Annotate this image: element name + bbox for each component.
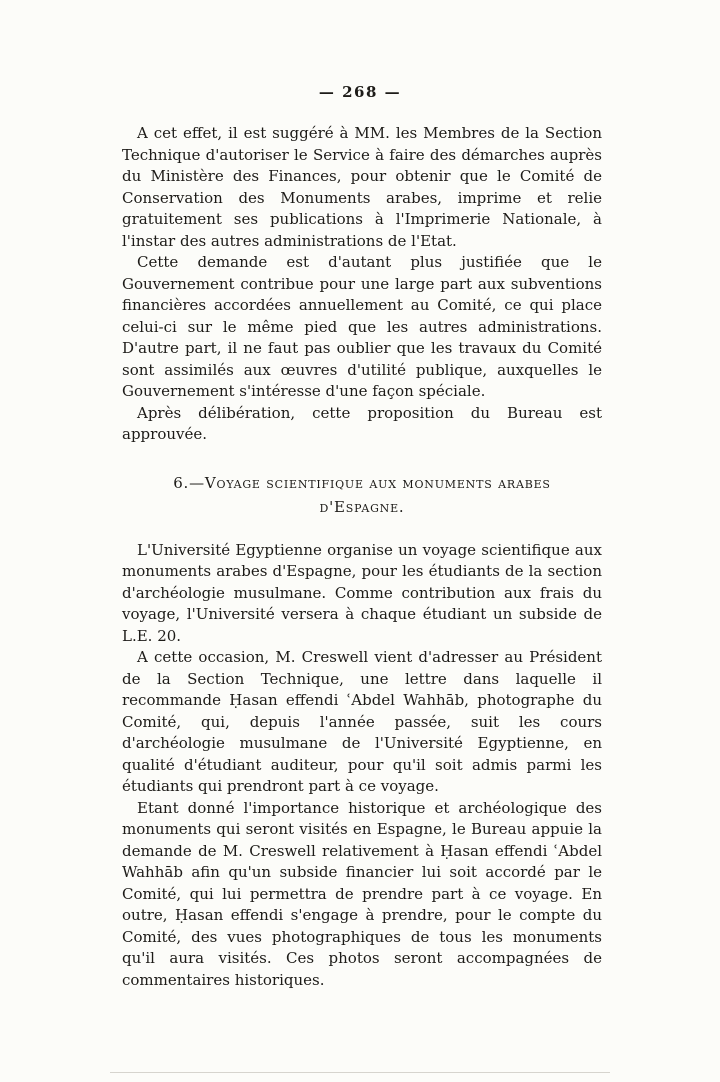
paragraph-3: Après délibération, cette proposition du Bureau est approuvée. xyxy=(122,403,602,443)
paragraph-5: A cette occasion, M. Creswell vient d'adresser au Président de la Section Technique, une lettre dans laquelle il recommande Ḥasan effendi ʿAbdel Wahhāb, photographe du Comité, qui, depuis l'année passée, suit les cours d'archéologie musulmane de l'Université Egyptienne, en qualité d'étudiant auditeur, pour qu'il soit admis parmi les étudiants qui prendront part à ce voyage. xyxy=(122,648,602,795)
page-number: — 268 — xyxy=(318,83,402,101)
paragraph-2: Cette demande est d'autant plus justifiée que le Gouvernement contribue pour une large part aux subventions financières accordées annuellement au Comité, ce qui place celui-ci sur le même pied que les autres administrations. D'autre part, il ne faut pas oublier que les travaux du Comité sont assimilés aux œuvres d'utilité publique, auxquelles le Gouvernement s'intéresse d'une façon spéciale. xyxy=(122,253,602,400)
paragraph-1: A cet effet, il est suggéré à MM. les Membres de la Section Technique d'autoriser le Service à faire des démarches auprès du Ministère des Finances, pour obtenir que le Comité de Conservation des Monuments arabes, imprime et relie gratuitement ses publications à l'Imprimerie Nationale, à l'instar des autres administrations de l'Etat. xyxy=(122,124,602,250)
section-heading-line2: d'Espagne. xyxy=(319,497,405,516)
paragraph-6: Etant donné l'importance historique et archéologique des monuments qui seront visités en Espagne, le Bureau appuie la demande de M. Creswell relativement à Ḥasan effendi ʿAbdel Wahhāb afin qu'un subside financier lui soit accordé par le Comité, qui lui permettra de prendre part à ce voyage. En outre, Ḥasan effendi s'engage à prendre, pour le compte du Comité, des vues photographiques de tous les monuments qu'il aura visités. Ces photos seront accompagnées de commentaires historiques. xyxy=(122,798,602,989)
paragraph-4: L'Université Egyptienne organise un voyage scientifique aux monuments arabes d'Espagne, pour les étudiants de la section d'archéologie musulmane. Comme contribution aux frais du voyage, l'Université versera à chaque étudiant un subside de L.E. 20. xyxy=(122,540,602,645)
text-block xyxy=(122,123,602,991)
page-bottom-edge xyxy=(110,1072,610,1073)
section-heading-line1: 6.—Voyage scientifique aux monuments arabes xyxy=(173,473,551,492)
section-heading xyxy=(122,471,602,519)
